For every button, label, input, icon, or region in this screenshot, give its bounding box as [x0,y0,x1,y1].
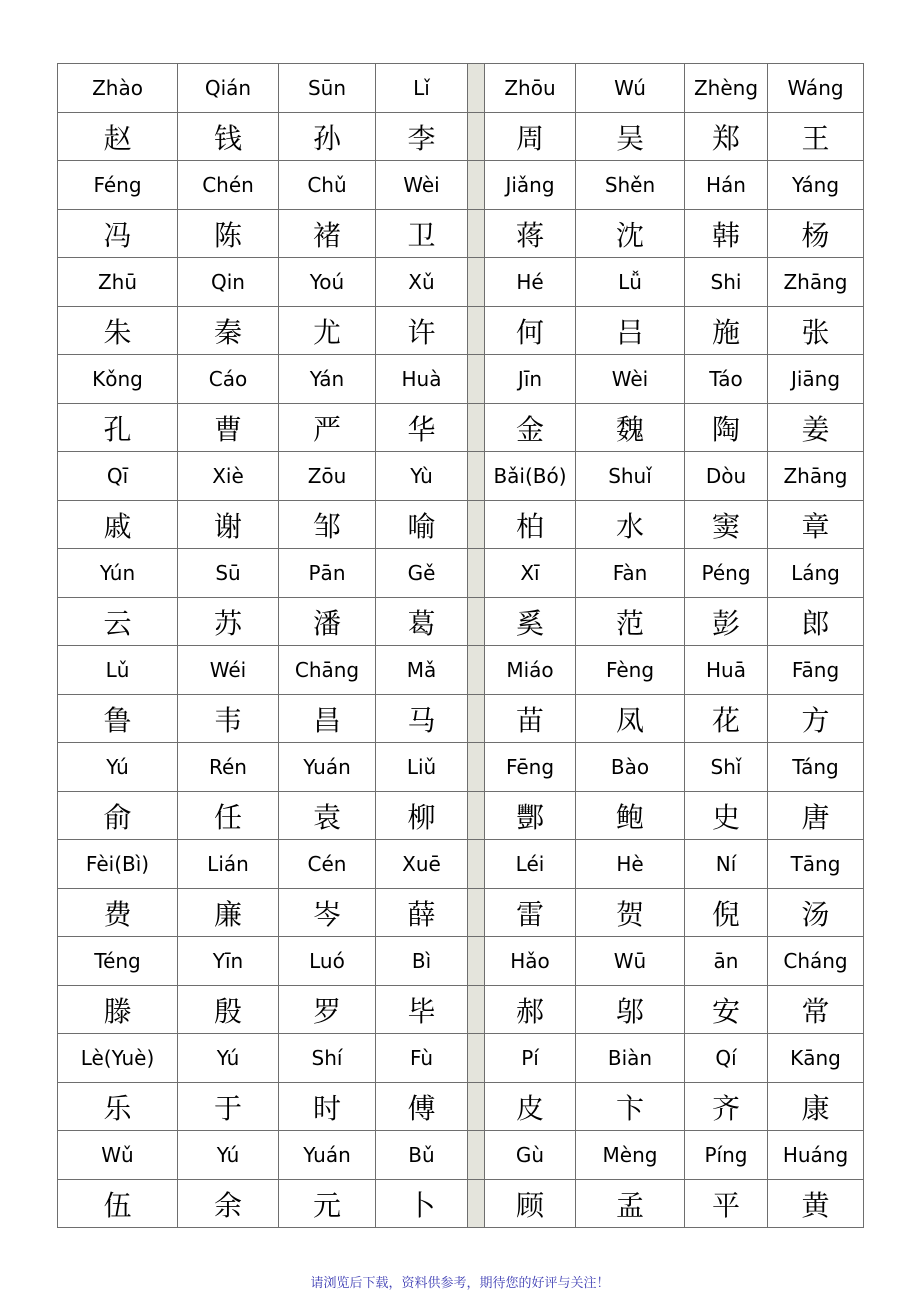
pinyin-cell: Yīn [178,937,279,986]
hanzi-cell: 范 [576,598,685,646]
pinyin-cell: Xuē [376,840,468,889]
hanzi-cell: 许 [376,307,468,355]
hanzi-cell: 华 [376,404,468,452]
column-divider [468,1083,485,1131]
hanzi-cell: 卫 [376,210,468,258]
hanzi-cell: 殷 [178,986,279,1034]
pinyin-cell: Hǎo [485,937,576,986]
hanzi-row [58,1180,864,1228]
pinyin-cell: Zōu [279,452,376,501]
pinyin-cell: Shi [685,258,768,307]
pinyin-cell: Bǔ [376,1131,468,1180]
hanzi-cell: 谢 [178,501,279,549]
hanzi-cell: 罗 [279,986,376,1034]
hanzi-cell: 吴 [576,113,685,161]
hanzi-cell: 花 [685,695,768,743]
pinyin-cell: Lǚ [576,258,685,307]
pinyin-cell: Fù [376,1034,468,1083]
hanzi-cell: 俞 [58,792,178,840]
pinyin-cell: Lè(Yuè) [58,1034,178,1083]
pinyin-cell: Luó [279,937,376,986]
pinyin-cell: Yú [178,1131,279,1180]
hanzi-row [58,501,864,549]
hanzi-cell: 酆 [485,792,576,840]
pinyin-cell: Lián [178,840,279,889]
column-divider [468,986,485,1034]
hanzi-cell: 金 [485,404,576,452]
hanzi-cell: 郝 [485,986,576,1034]
pinyin-cell: Píng [685,1131,768,1180]
hanzi-row [58,695,864,743]
surname-pinyin-table [57,63,864,1228]
hanzi-cell: 常 [768,986,864,1034]
hanzi-cell: 朱 [58,307,178,355]
hanzi-cell: 孙 [279,113,376,161]
pinyin-row [58,258,864,307]
hanzi-cell: 薛 [376,889,468,937]
hanzi-cell: 元 [279,1180,376,1228]
hanzi-cell: 李 [376,113,468,161]
column-divider [468,307,485,355]
column-divider [468,598,485,646]
pinyin-cell: Mèng [576,1131,685,1180]
hanzi-cell: 昌 [279,695,376,743]
pinyin-row [58,64,864,113]
hanzi-cell: 葛 [376,598,468,646]
pinyin-cell: Bào [576,743,685,792]
pinyin-cell: Shěn [576,161,685,210]
pinyin-cell: Wèi [376,161,468,210]
hanzi-cell: 蒋 [485,210,576,258]
pinyin-cell: Zhōu [485,64,576,113]
hanzi-cell: 柏 [485,501,576,549]
pinyin-cell: Jiāng [768,355,864,404]
pinyin-cell: Zhāng [768,258,864,307]
hanzi-cell: 平 [685,1180,768,1228]
hanzi-cell: 唐 [768,792,864,840]
pinyin-cell: Fēng [485,743,576,792]
pinyin-cell: Táo [685,355,768,404]
hanzi-cell: 时 [279,1083,376,1131]
pinyin-cell: Kǒng [58,355,178,404]
hanzi-cell: 卞 [576,1083,685,1131]
pinyin-cell: Chāng [279,646,376,695]
hanzi-cell: 窦 [685,501,768,549]
pinyin-cell: Pí [485,1034,576,1083]
pinyin-cell: Tāng [768,840,864,889]
column-divider [468,549,485,598]
hanzi-cell: 柳 [376,792,468,840]
hanzi-cell: 倪 [685,889,768,937]
pinyin-cell: Zhào [58,64,178,113]
pinyin-cell: Zhū [58,258,178,307]
pinyin-cell: Qián [178,64,279,113]
column-divider [468,889,485,937]
pinyin-cell: Cháng [768,937,864,986]
pinyin-row [58,452,864,501]
pinyin-cell: Fèi(Bì) [58,840,178,889]
pinyin-cell: Fàn [576,549,685,598]
hanzi-row [58,113,864,161]
pinyin-cell: Yuán [279,1131,376,1180]
pinyin-cell: Miáo [485,646,576,695]
hanzi-row [58,210,864,258]
hanzi-cell: 郑 [685,113,768,161]
column-divider [468,355,485,404]
hanzi-cell: 秦 [178,307,279,355]
pinyin-cell: Chǔ [279,161,376,210]
pinyin-cell: Huà [376,355,468,404]
hanzi-cell: 史 [685,792,768,840]
hanzi-cell: 冯 [58,210,178,258]
pinyin-cell: Wéi [178,646,279,695]
hanzi-cell: 滕 [58,986,178,1034]
column-divider [468,452,485,501]
column-divider [468,792,485,840]
pinyin-row [58,355,864,404]
hanzi-cell: 余 [178,1180,279,1228]
hanzi-cell: 袁 [279,792,376,840]
column-divider [468,1131,485,1180]
hanzi-cell: 鲁 [58,695,178,743]
hanzi-cell: 尤 [279,307,376,355]
pinyin-cell: Pān [279,549,376,598]
hanzi-cell: 韩 [685,210,768,258]
pinyin-cell: ān [685,937,768,986]
pinyin-cell: Ní [685,840,768,889]
column-divider [468,210,485,258]
pinyin-cell: Hé [485,258,576,307]
pinyin-cell: Sūn [279,64,376,113]
pinyin-cell: Yáng [768,161,864,210]
pinyin-cell: Yù [376,452,468,501]
pinyin-cell: Yuán [279,743,376,792]
pinyin-cell: Cáo [178,355,279,404]
pinyin-cell: Wū [576,937,685,986]
pinyin-row [58,1131,864,1180]
hanzi-cell: 戚 [58,501,178,549]
pinyin-cell: Kāng [768,1034,864,1083]
pinyin-cell: Dòu [685,452,768,501]
hanzi-cell: 贺 [576,889,685,937]
pinyin-cell: Lǔ [58,646,178,695]
pinyin-cell: Xǔ [376,258,468,307]
pinyin-cell: Huáng [768,1131,864,1180]
hanzi-cell: 钱 [178,113,279,161]
hanzi-cell: 康 [768,1083,864,1131]
column-divider [468,501,485,549]
hanzi-cell: 卜 [376,1180,468,1228]
hanzi-cell: 齐 [685,1083,768,1131]
pinyin-cell: Rén [178,743,279,792]
pinyin-cell: Shuǐ [576,452,685,501]
column-divider [468,1180,485,1228]
pinyin-cell: Huā [685,646,768,695]
hanzi-row [58,598,864,646]
pinyin-cell: Yú [58,743,178,792]
column-divider [468,695,485,743]
pinyin-cell: Léi [485,840,576,889]
hanzi-row [58,404,864,452]
pinyin-cell: Jīn [485,355,576,404]
hanzi-cell: 奚 [485,598,576,646]
pinyin-cell: Qī [58,452,178,501]
pinyin-cell: Liǔ [376,743,468,792]
hanzi-cell: 乐 [58,1083,178,1131]
hanzi-row [58,1083,864,1131]
hanzi-cell: 傅 [376,1083,468,1131]
pinyin-cell: Yán [279,355,376,404]
hanzi-cell: 廉 [178,889,279,937]
pinyin-cell: Qin [178,258,279,307]
pinyin-cell: Bǎi(Bó) [485,452,576,501]
hanzi-cell: 周 [485,113,576,161]
column-divider [468,840,485,889]
pinyin-cell: Zhāng [768,452,864,501]
pinyin-cell: Qí [685,1034,768,1083]
hanzi-cell: 魏 [576,404,685,452]
pinyin-row [58,1034,864,1083]
pinyin-row [58,161,864,210]
hanzi-cell: 何 [485,307,576,355]
table-body [58,64,864,1228]
hanzi-cell: 雷 [485,889,576,937]
hanzi-cell: 孔 [58,404,178,452]
hanzi-cell: 任 [178,792,279,840]
pinyin-cell: Hè [576,840,685,889]
pinyin-cell: Shí [279,1034,376,1083]
hanzi-cell: 杨 [768,210,864,258]
hanzi-cell: 顾 [485,1180,576,1228]
column-divider [468,258,485,307]
footer-note: 请浏览后下载，资料供参考，期待您的好评与关注！ [310,1276,610,1291]
hanzi-cell: 沈 [576,210,685,258]
pinyin-cell: Fāng [768,646,864,695]
hanzi-cell: 安 [685,986,768,1034]
hanzi-cell: 岑 [279,889,376,937]
hanzi-cell: 吕 [576,307,685,355]
pinyin-cell: Láng [768,549,864,598]
pinyin-cell: Wèi [576,355,685,404]
hanzi-row [58,986,864,1034]
pinyin-cell: Téng [58,937,178,986]
hanzi-cell: 黄 [768,1180,864,1228]
pinyin-cell: Lǐ [376,64,468,113]
hanzi-cell: 方 [768,695,864,743]
hanzi-cell: 褚 [279,210,376,258]
pinyin-row [58,840,864,889]
pinyin-cell: Yún [58,549,178,598]
pinyin-cell: Sū [178,549,279,598]
pinyin-cell: Chén [178,161,279,210]
hanzi-cell: 费 [58,889,178,937]
column-divider [468,646,485,695]
pinyin-cell: Wú [576,64,685,113]
pinyin-cell: Fèng [576,646,685,695]
column-divider [468,113,485,161]
hanzi-cell: 毕 [376,986,468,1034]
hanzi-cell: 彭 [685,598,768,646]
pinyin-cell: Wǔ [58,1131,178,1180]
hanzi-cell: 王 [768,113,864,161]
column-divider [468,404,485,452]
column-divider [468,161,485,210]
hanzi-row [58,889,864,937]
pinyin-row [58,549,864,598]
hanzi-cell: 伍 [58,1180,178,1228]
hanzi-cell: 邬 [576,986,685,1034]
pinyin-cell: Biàn [576,1034,685,1083]
hanzi-cell: 韦 [178,695,279,743]
pinyin-cell: Gě [376,549,468,598]
hanzi-cell: 孟 [576,1180,685,1228]
hanzi-cell: 姜 [768,404,864,452]
hanzi-row [58,792,864,840]
pinyin-cell: Zhèng [685,64,768,113]
pinyin-row [58,646,864,695]
pinyin-cell: Gù [485,1131,576,1180]
pinyin-cell: Yoú [279,258,376,307]
pinyin-cell: Jiǎng [485,161,576,210]
pinyin-cell: Shǐ [685,743,768,792]
hanzi-cell: 苗 [485,695,576,743]
hanzi-cell: 陶 [685,404,768,452]
pinyin-cell: Mǎ [376,646,468,695]
pinyin-cell: Bì [376,937,468,986]
hanzi-cell: 喻 [376,501,468,549]
column-divider [468,1034,485,1083]
column-divider [468,64,485,113]
pinyin-cell: Xī [485,549,576,598]
hanzi-cell: 曹 [178,404,279,452]
pinyin-cell: Táng [768,743,864,792]
hanzi-cell: 鲍 [576,792,685,840]
pinyin-row [58,743,864,792]
hanzi-cell: 严 [279,404,376,452]
hanzi-cell: 皮 [485,1083,576,1131]
hanzi-cell: 汤 [768,889,864,937]
pinyin-cell: Péng [685,549,768,598]
pinyin-cell: Wáng [768,64,864,113]
pinyin-cell: Cén [279,840,376,889]
hanzi-cell: 马 [376,695,468,743]
pinyin-cell: Xiè [178,452,279,501]
hanzi-cell: 水 [576,501,685,549]
pinyin-cell: Féng [58,161,178,210]
hanzi-cell: 邹 [279,501,376,549]
hanzi-cell: 张 [768,307,864,355]
pinyin-cell: Hán [685,161,768,210]
hanzi-cell: 凤 [576,695,685,743]
column-divider [468,743,485,792]
pinyin-cell: Yú [178,1034,279,1083]
hanzi-cell: 潘 [279,598,376,646]
hanzi-cell: 苏 [178,598,279,646]
hanzi-row [58,307,864,355]
hanzi-cell: 云 [58,598,178,646]
hanzi-cell: 陈 [178,210,279,258]
hanzi-cell: 郎 [768,598,864,646]
hanzi-cell: 于 [178,1083,279,1131]
hanzi-cell: 章 [768,501,864,549]
hanzi-cell: 施 [685,307,768,355]
pinyin-row [58,937,864,986]
column-divider [468,937,485,986]
hanzi-cell: 赵 [58,113,178,161]
